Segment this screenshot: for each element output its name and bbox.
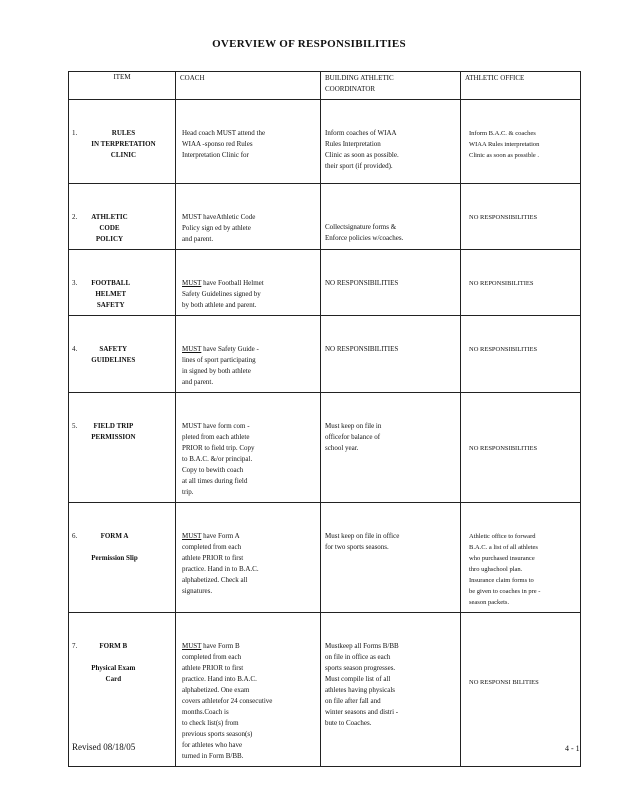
item-number: 4. [72, 345, 78, 353]
column-header-coach: COACH [176, 72, 321, 100]
item-label: FORM B Physical Exam Card [91, 642, 136, 683]
responsibilities-table [68, 71, 581, 767]
table-row [69, 100, 581, 184]
item-number: 2. [72, 213, 78, 221]
coach-cell [176, 184, 321, 250]
column-header-office: ATHLETIC OFFICE [461, 72, 581, 100]
table-row [69, 393, 581, 503]
office-cell [461, 100, 581, 184]
bac-text: Must keep on file in officefor balance of school year. [325, 422, 382, 452]
bac-text: Mustkeep all Forms B/BB on file in office as each sports season progresses. Must compile list of all athletes having physicals on file after fall and winter seasons and distri - bute to Coaches. [325, 642, 399, 727]
item-number: 6. [72, 532, 78, 540]
table-row [69, 316, 581, 393]
bac-text: Inform coaches of WIAA Rules Interpretation Clinic as soon as possible. their sport (if provided). [325, 129, 399, 170]
coach-cell [176, 250, 321, 316]
bac-text: Collectsignature forms & Enforce policies w/coaches. [325, 223, 404, 242]
item-cell [69, 503, 176, 613]
coach-text: have Football Helmet Safety Guidelines signed by by both athlete and parent. [182, 279, 264, 309]
coach-text: have Form A completed from each athlete PRIOR to first practice. Hand in to B.A.C. alphabetized. Check all signatures. [182, 532, 259, 595]
bac-text: Must keep on file in office for two sports seasons. [325, 532, 400, 551]
office-text: Inform B.A.C. & coaches WIAA Rules interpretation Clinic as soon as possible . [469, 130, 540, 159]
coach-must-underlined: MUST [182, 279, 202, 287]
bac-cell [321, 100, 461, 184]
coach-text: Head coach MUST attend the WIAA -sponso red Rules Interpretation Clinic for [182, 129, 266, 159]
item-label: ATHLETIC CODE POLICY [91, 213, 128, 243]
office-cell [461, 393, 581, 503]
office-text: NO RESPONSIBILITIES [469, 346, 538, 353]
coach-text: have Safety Guide - lines of sport participating in signed by both athlete and parent. [182, 345, 259, 386]
coach-must-underlined: MUST [182, 345, 202, 353]
table-header-row [69, 72, 581, 100]
item-label: SAFETY GUIDELINES [91, 345, 136, 364]
coach-must-underlined: MUST [182, 532, 202, 540]
office-text: Athletic office to forward B.A.C. a list of all athletes who purchased insurance thro ughschool plan. Insurance claim forms to be given to coaches in pre - season packets. [469, 533, 541, 606]
item-label: FIELD TRIP PERMISSION [91, 422, 136, 441]
page-title: OVERVIEW OF RESPONSIBILITIES [212, 38, 406, 50]
office-text: NO REPONSIBILITIES [469, 280, 534, 287]
item-cell [69, 100, 176, 184]
coach-text: MUST haveAthletic Code Policy sign ed by athlete and parent. [182, 213, 256, 243]
table-row [69, 503, 581, 613]
office-cell [461, 613, 581, 767]
bac-text: NO RESPONSIBILITIES [325, 279, 399, 287]
item-label: RULES IN TERPRETATION CLINIC [91, 129, 156, 159]
revised-date: Revised 08/18/05 [72, 742, 136, 752]
coach-must-underlined: MUST [182, 642, 202, 650]
table-row [69, 184, 581, 250]
bac-cell [321, 503, 461, 613]
column-header-item: ITEM [69, 72, 176, 100]
bac-cell [321, 184, 461, 250]
item-cell [69, 316, 176, 393]
bac-text: NO RESPONSIBILITIES [325, 345, 399, 353]
bac-cell [321, 613, 461, 767]
coach-cell [176, 613, 321, 767]
coach-cell [176, 393, 321, 503]
bac-cell [321, 393, 461, 503]
office-text: NO RESPONSIBILITIES [469, 214, 538, 221]
item-number: 3. [72, 279, 78, 287]
item-cell [69, 184, 176, 250]
office-text: NO RESPONSIBILITIES [469, 445, 538, 452]
office-cell [461, 184, 581, 250]
item-number: 5. [72, 422, 78, 430]
item-label: FOOTBALL HELMET SAFETY [91, 279, 131, 309]
item-cell [69, 393, 176, 503]
item-number: 1. [72, 129, 78, 137]
bac-cell [321, 316, 461, 393]
table-row [69, 250, 581, 316]
bac-cell [321, 250, 461, 316]
column-header-bac: BUILDING ATHLETIC COORDINATOR [321, 72, 461, 100]
coach-cell [176, 100, 321, 184]
item-label: FORM A Permission Slip [91, 532, 138, 562]
coach-cell [176, 316, 321, 393]
office-cell [461, 503, 581, 613]
table-row [69, 613, 581, 767]
item-number: 7. [72, 642, 78, 650]
item-cell [69, 250, 176, 316]
office-cell [461, 316, 581, 393]
office-text: NO RESPONSI BILITIES [469, 679, 539, 686]
page-number: 4 - 1 [565, 744, 580, 753]
coach-text: have Form B completed from each athlete PRIOR to first practice. Hand into B.A.C. alphabetized. One exam covers athletefor 24 consecutive months.Coach is to check list(s) from previous sports season(s) for athletes who have turned in Form B/BB. [182, 642, 273, 760]
coach-cell [176, 503, 321, 613]
office-cell [461, 250, 581, 316]
coach-text: MUST have form com - pleted from each athlete PRIOR to field trip. Copy to B.A.C. &/or principal. Copy to bewith coach at all times during field trip. [182, 422, 255, 496]
